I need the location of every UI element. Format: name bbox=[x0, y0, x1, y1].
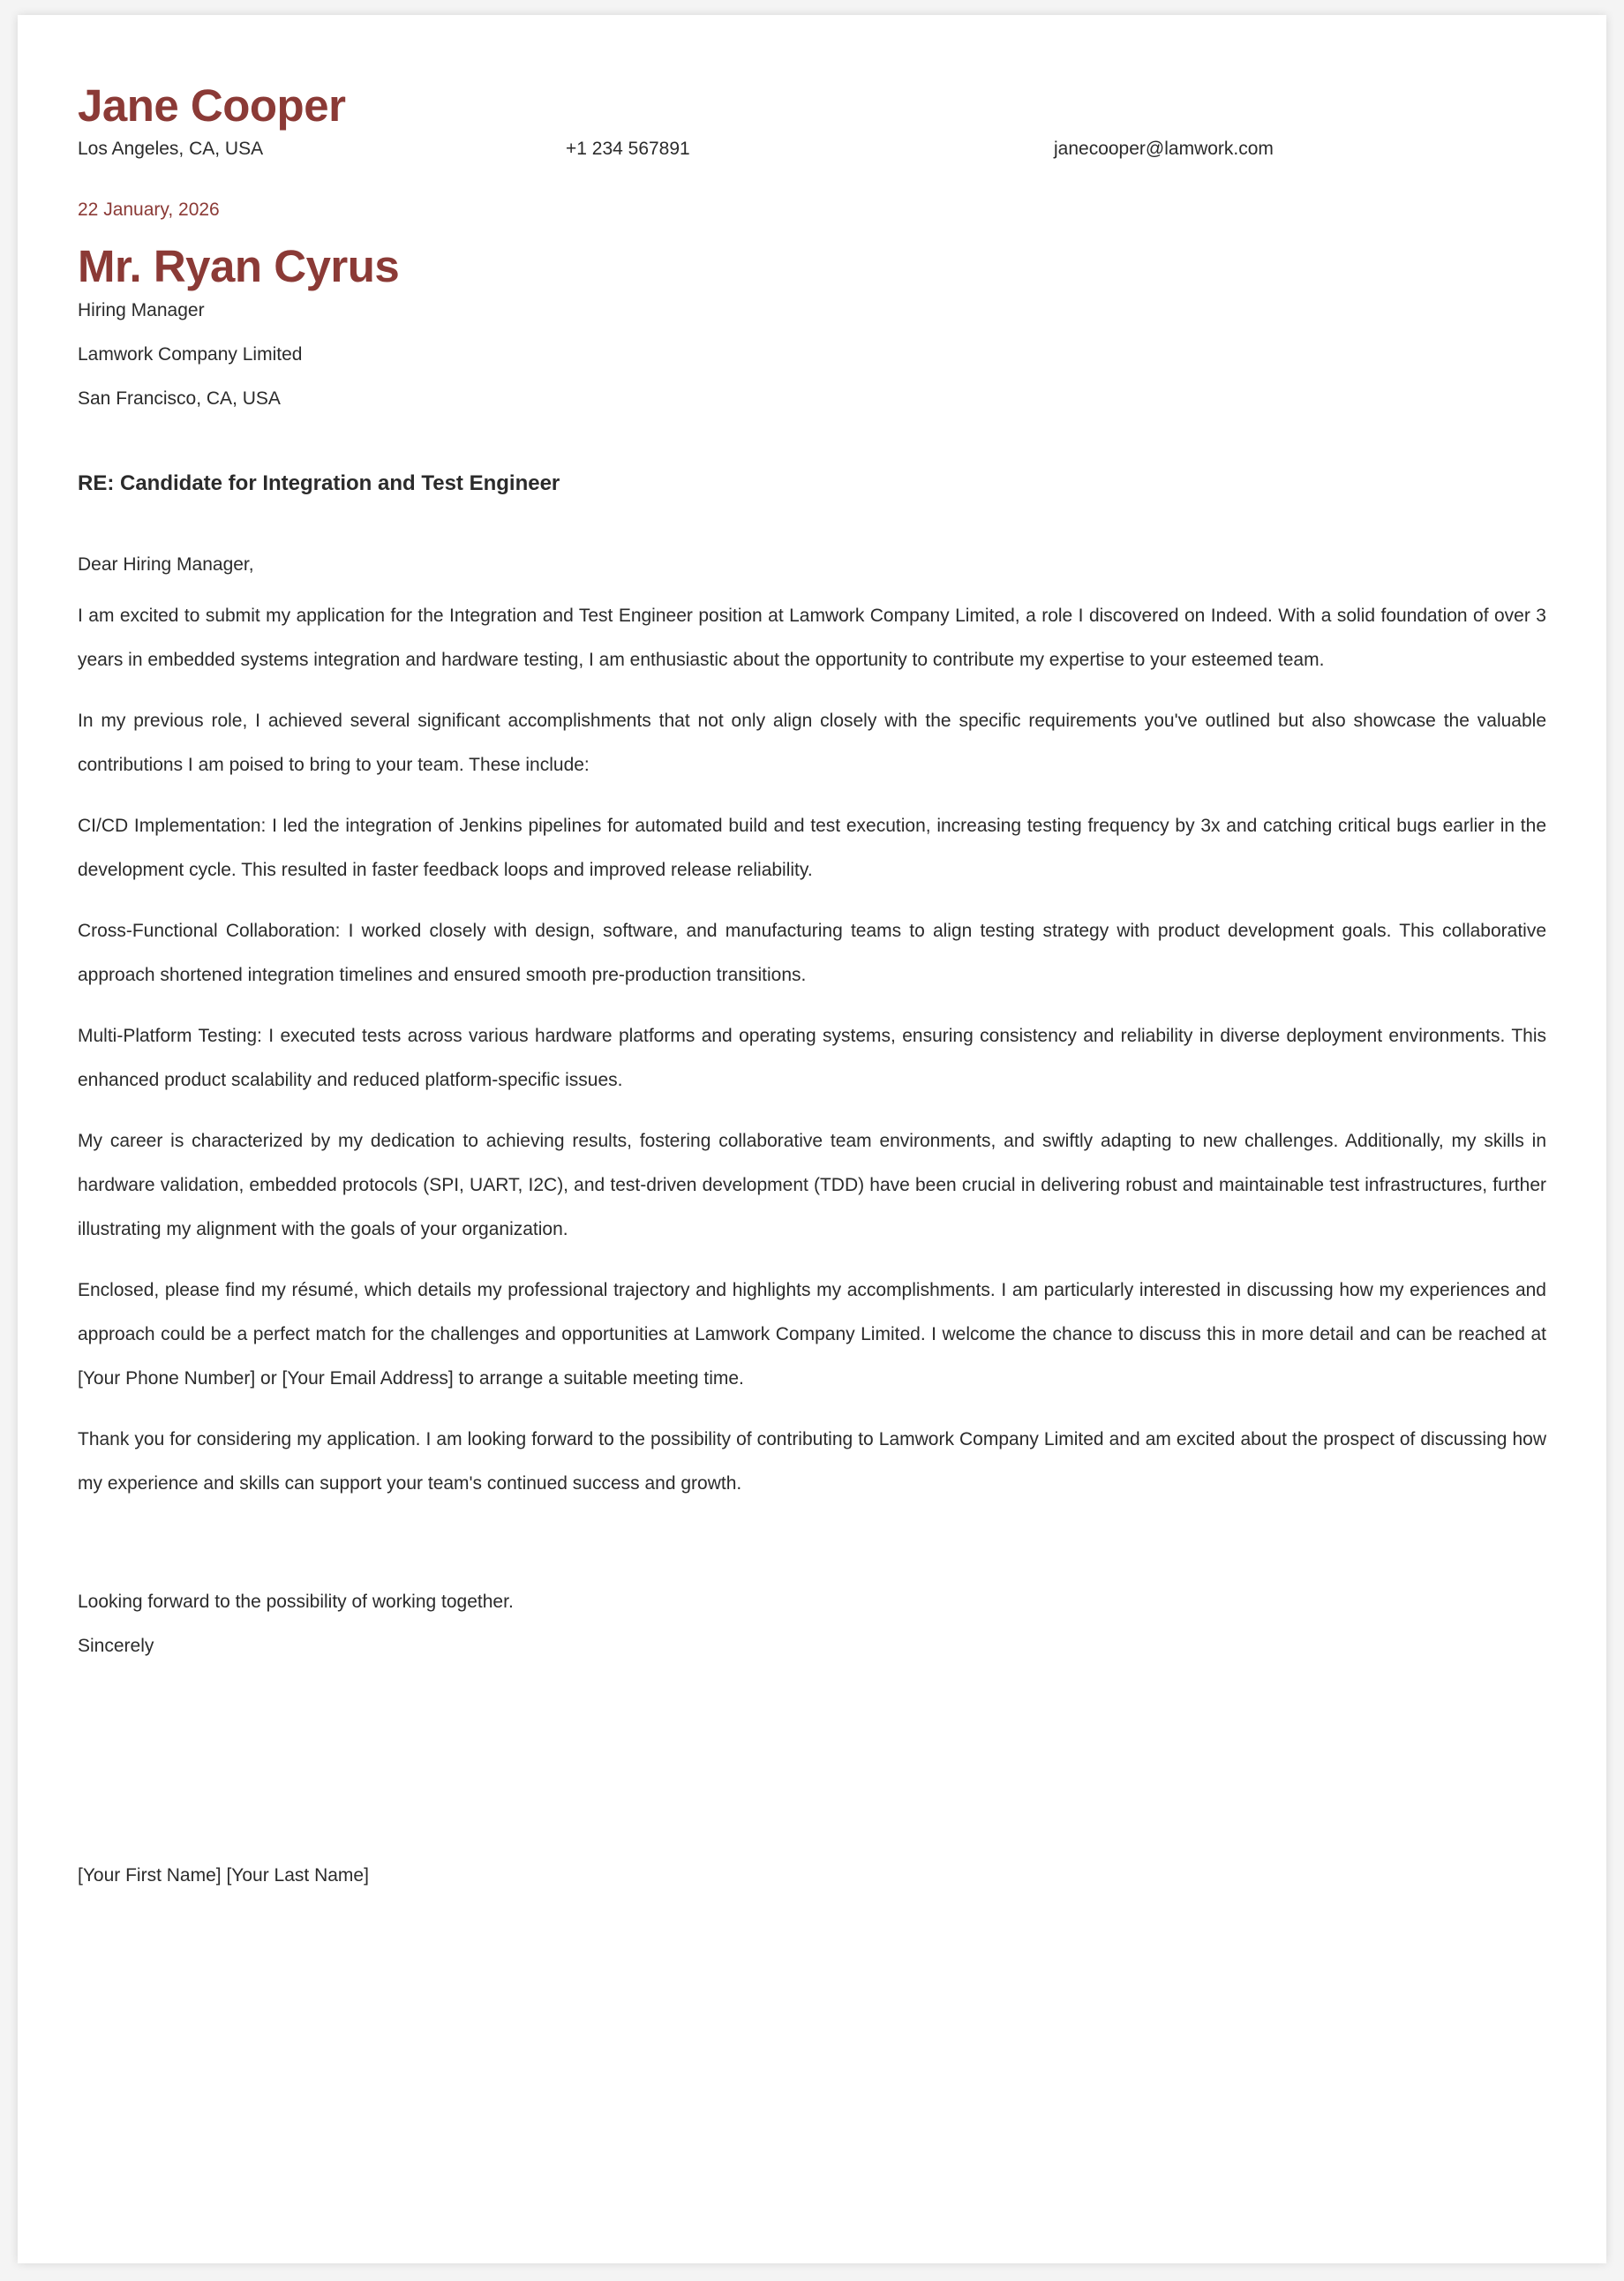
subject-line: RE: Candidate for Integration and Test Engineer bbox=[78, 471, 560, 495]
body-paragraph: Enclosed, please find my résumé, which details my professional trajectory and highlights my accomplishments. I am particularly interested in discussing how my experiences and approach could be a perfect match for the challenges and opportunities at Lamwork Company Limited. I welcome the chance to discuss this in more detail and can be reached at [Your Phone Number] or [Your Email Address] to arrange a suitable meeting time. bbox=[78, 1280, 1546, 1389]
recipient-name: Mr. Ryan Cyrus bbox=[78, 241, 400, 291]
body-paragraph: I am excited to submit my application for the Integration and Test Engineer position at Lamwork Company Limited, a role I discovered on Indeed. With a solid foundation of over 3 years in embedded systems integration and hardware testing, I am enthusiastic about the opportunity to contribute my expertise to your esteemed team. bbox=[78, 606, 1546, 670]
sender-name: Jane Cooper bbox=[78, 80, 346, 131]
letter-date: 22 January, 2026 bbox=[78, 199, 220, 220]
body-paragraph: Multi-Platform Testing: I executed tests across various hardware platforms and operating systems, ensuring consistency and reliability in diverse deployment environments. This enhanced product scalability and reduced platform-specific issues. bbox=[78, 1026, 1546, 1090]
sender-contact-row bbox=[78, 135, 1546, 163]
recipient-location: San Francisco, CA, USA bbox=[78, 388, 281, 409]
sender-email: janecooper@lamwork.com bbox=[1054, 139, 1274, 159]
recipient-title: Hiring Manager bbox=[78, 300, 205, 320]
body-paragraph: In my previous role, I achieved several significant accomplishments that not only align closely with the specific requirements you've outlined but also showcase the valuable contributions I am poised to bring to your team. These include: bbox=[78, 711, 1546, 775]
letter-body bbox=[78, 594, 1546, 1506]
recipient-address-block bbox=[78, 289, 1546, 421]
sender-location: Los Angeles, CA, USA bbox=[78, 139, 264, 159]
closing-valediction: Sincerely bbox=[78, 1636, 154, 1656]
recipient-company: Lamwork Company Limited bbox=[78, 344, 303, 365]
body-paragraph: Cross-Functional Collaboration: I worked closely with design, software, and manufacturing teams to align testing strategy with product development goals. This collaborative approach shortened integration timelines and ensured smooth pre-production transitions. bbox=[78, 921, 1546, 985]
letter-page bbox=[18, 15, 1606, 2263]
signature-name: [Your First Name] [Your Last Name] bbox=[78, 1865, 369, 1886]
body-paragraph: CI/CD Implementation: I led the integration of Jenkins pipelines for automated build and test execution, increasing testing frequency by 3x and catching critical bugs earlier in the development cycle. This resulted in faster feedback loops and improved release reliability. bbox=[78, 816, 1546, 880]
sender-phone: +1 234 567891 bbox=[566, 139, 690, 159]
body-paragraph: My career is characterized by my dedication to achieving results, fostering collaborative team environments, and swiftly adapting to new challenges. Additionally, my skills in hardware validation, embedded protocols (SPI, UART, I2C), and test-driven development (TDD) have been crucial in delivering robust and maintainable test infrastructures, further illustrating my alignment with the goals of your organization. bbox=[78, 1131, 1546, 1239]
closing-block bbox=[78, 1580, 1546, 1668]
closing-line: Looking forward to the possibility of working together. bbox=[78, 1592, 514, 1612]
body-paragraph: Thank you for considering my application. I am looking forward to the possibility of contributing to Lamwork Company Limited and am excited about the prospect of discussing how my experience and skills can support your team's continued success and growth. bbox=[78, 1429, 1546, 1494]
salutation: Dear Hiring Manager, bbox=[78, 554, 254, 575]
